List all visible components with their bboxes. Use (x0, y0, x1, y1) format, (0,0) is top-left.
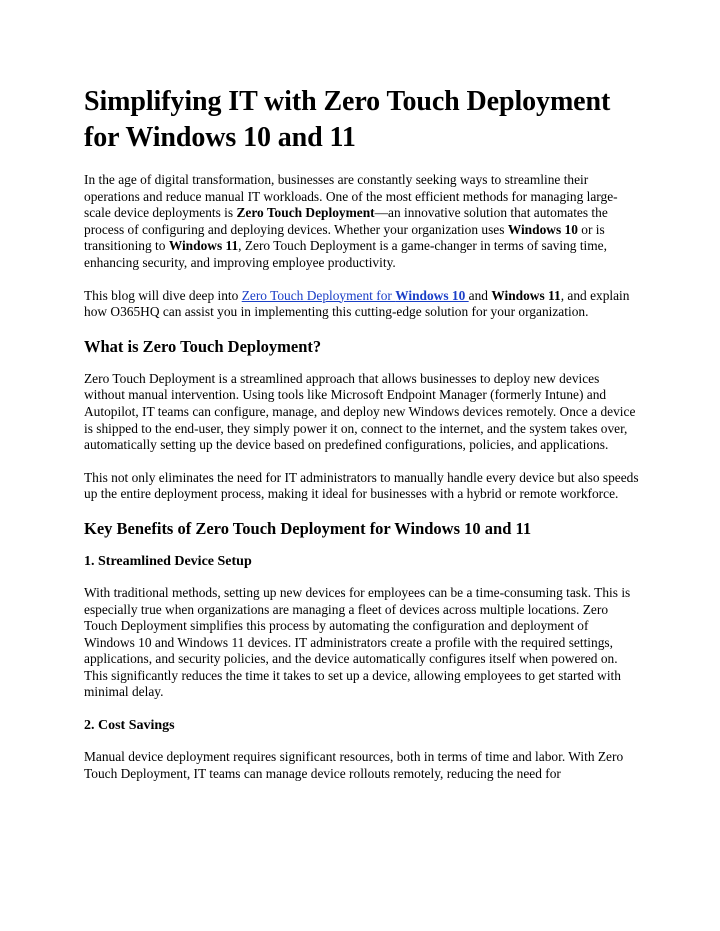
subheading-streamlined-setup: 1. Streamlined Device Setup (84, 553, 252, 569)
intro-text-3: or is transitioning to (84, 221, 605, 254)
zero-touch-deployment-link[interactable] (242, 288, 469, 303)
intro-text-1: In the age of digital transformation, businesses are constantly seeking ways to streamline their operations and reduce manual IT workloads. One of the most efficient methods for managing large-scale device deployments is (84, 172, 618, 221)
intro-text-2: —an innovative solution that automates the process of configuring and deploying devices. Whether your organization uses (84, 205, 608, 237)
intro-bold-zero-touch: Zero Touch Deployment (236, 205, 375, 221)
intro-bold-windows-10: Windows 10 (507, 221, 578, 237)
section-heading-key-benefits: Key Benefits of Zero Touch Deployment for Windows 10 and 11 (84, 518, 532, 538)
what-is-paragraph-1: Zero Touch Deployment is a streamlined approach that allows businesses to deploy new devices without manual intervention. Using tools like Microsoft Endpoint Manager (formerly Intune) and Autopilot, IT teams can configure, manage, and deploy new Windows devices remotely. Once a device is shipped to the end-user, they simply power it on, connect to the internet, and the system takes over, automatically setting up the device based on predefined configurations, policies, and applications. (84, 370, 636, 453)
subheading-cost-savings: 2. Cost Savings (84, 718, 175, 734)
intro-bold-windows-11: Windows 11 (168, 238, 239, 254)
intro-paragraph (84, 172, 640, 272)
blog-text-1: This blog will dive deep into (84, 287, 242, 303)
page-title: Simplifying IT with Zero Touch Deployment for Windows 10 and 11 (84, 86, 611, 153)
document-page (84, 84, 640, 798)
blog-paragraph (84, 288, 640, 321)
what-is-paragraph-2: This not only eliminates the need for IT administrators to manually handle every device but also speeds up the entire deployment process, making it ideal for businesses with a hybrid or remote workforce. (84, 469, 639, 502)
blog-text-2: and (468, 287, 492, 303)
link-text-bold: Windows 10 (395, 287, 469, 303)
streamlined-setup-paragraph: With traditional methods, setting up new devices for employees can be a time-consuming task. This is especially true when organizations are managing a fleet of devices across multiple locations. Zero Touch Deployment simplifies this process by automating the configuration and deployment of Windows 10 and Windows 11 devices. IT administrators create a profile with the required settings, applications, and security policies, and the device automatically configures itself when powered on. This significantly reduces the time it takes to set up a device, allowing employees to get started with minimal delay. (84, 584, 631, 700)
blog-text-3: , and explain how O365HQ can assist you in implementing this cutting-edge solution for your organization. (84, 287, 630, 320)
blog-bold-windows-11: Windows 11 (491, 287, 561, 303)
intro-text-4: , Zero Touch Deployment is a game-changer in terms of saving time, enhancing security, and improving employee productivity. (84, 238, 607, 270)
section-heading-what-is: What is Zero Touch Deployment? (84, 336, 322, 356)
link-text: Zero Touch Deployment for (241, 287, 396, 303)
cost-savings-paragraph: Manual device deployment requires significant resources, both in terms of time and labor. With Zero Touch Deployment, IT teams can manage device rollouts remotely, reducing the need for (84, 749, 624, 781)
